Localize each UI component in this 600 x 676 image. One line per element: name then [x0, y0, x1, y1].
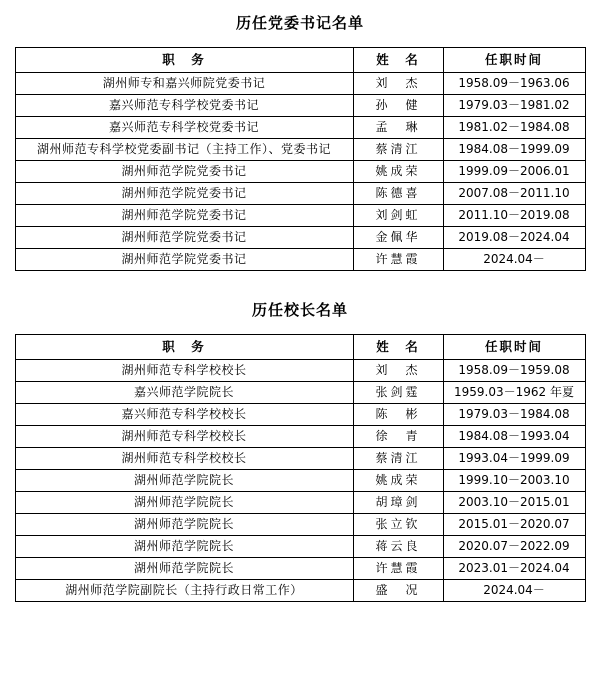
cell-post: 湖州师范学院党委书记: [15, 227, 353, 249]
cell-term: 2007.08－2011.10: [443, 183, 585, 205]
cell-post: 湖州师范学院院长: [15, 558, 353, 580]
column-header-post: 职 务: [15, 48, 353, 73]
cell-post: 湖州师范专科学校党委副书记（主持工作）、党委书记: [15, 139, 353, 161]
cell-name: 许慧霞: [353, 558, 443, 580]
cell-name: 蒋云良: [353, 536, 443, 558]
table-row: [15, 580, 585, 602]
cell-name: 孟 琳: [353, 117, 443, 139]
table-presidents: [15, 334, 586, 602]
table-row: [15, 492, 585, 514]
column-header-name: 姓 名: [353, 48, 443, 73]
cell-term: 1979.03－1981.02: [443, 95, 585, 117]
cell-post: 湖州师范学院院长: [15, 470, 353, 492]
table-header-row: [15, 335, 585, 360]
cell-name: 姚成荣: [353, 161, 443, 183]
cell-term: 2023.01－2024.04: [443, 558, 585, 580]
cell-name: 张剑霆: [353, 382, 443, 404]
cell-term: 1959.03－1962 年夏: [443, 382, 585, 404]
table-row: [15, 183, 585, 205]
cell-name: 金佩华: [353, 227, 443, 249]
cell-post: 嘉兴师范专科学校校长: [15, 404, 353, 426]
cell-post: 湖州师范学院党委书记: [15, 205, 353, 227]
table-row: [15, 382, 585, 404]
cell-post: 湖州师范学院院长: [15, 514, 353, 536]
cell-name: 蔡清江: [353, 139, 443, 161]
cell-post: 嘉兴师范专科学校党委书记: [15, 95, 353, 117]
table-row: [15, 514, 585, 536]
cell-term: 2015.01－2020.07: [443, 514, 585, 536]
column-header-term: 任职时间: [443, 48, 585, 73]
page-title-presidents: 历任校长名单: [251, 301, 348, 319]
table-row: [15, 360, 585, 382]
table-row: [15, 536, 585, 558]
table-row: [15, 249, 585, 271]
cell-name: 姚成荣: [353, 470, 443, 492]
table-row: [15, 205, 585, 227]
cell-post: 湖州师范学院党委书记: [15, 249, 353, 271]
cell-name: 徐 青: [353, 426, 443, 448]
cell-term: 1984.08－1993.04: [443, 426, 585, 448]
cell-term: 1958.09－1959.08: [443, 360, 585, 382]
table-row: [15, 161, 585, 183]
cell-term: 2011.10－2019.08: [443, 205, 585, 227]
cell-post: 湖州师范专科学校校长: [15, 426, 353, 448]
cell-post: 嘉兴师范专科学校党委书记: [15, 117, 353, 139]
table-party-secretaries: [15, 47, 586, 271]
cell-post: 湖州师范学院党委书记: [15, 183, 353, 205]
table-row: [15, 227, 585, 249]
column-header-post: 职 务: [15, 335, 353, 360]
table-row: [15, 426, 585, 448]
cell-post: 湖州师范学院副院长（主持行政日常工作）: [15, 580, 353, 602]
table-row: [15, 470, 585, 492]
cell-name: 刘剑虹: [353, 205, 443, 227]
column-header-name: 姓 名: [353, 335, 443, 360]
cell-term: 1958.09－1963.06: [443, 73, 585, 95]
cell-name: 刘 杰: [353, 73, 443, 95]
cell-name: 许慧霞: [353, 249, 443, 271]
table-header-row: [15, 48, 585, 73]
cell-term: 2024.04－: [443, 249, 585, 271]
cell-term: 1984.08－1999.09: [443, 139, 585, 161]
cell-term: 1999.09－2006.01: [443, 161, 585, 183]
cell-term: 2019.08－2024.04: [443, 227, 585, 249]
cell-name: 孙 健: [353, 95, 443, 117]
table-row: [15, 117, 585, 139]
cell-post: 湖州师范专科学校校长: [15, 360, 353, 382]
cell-term: 1981.02－1984.08: [443, 117, 585, 139]
table-row: [15, 95, 585, 117]
table-row: [15, 404, 585, 426]
cell-name: 张立钦: [353, 514, 443, 536]
cell-term: 2020.07－2022.09: [443, 536, 585, 558]
document-page: [0, 12, 600, 676]
page-title-party-secretaries: 历任党委书记名单: [235, 14, 364, 32]
cell-term: 1993.04－1999.09: [443, 448, 585, 470]
table-row: [15, 558, 585, 580]
cell-post: 湖州师专和嘉兴师院党委书记: [15, 73, 353, 95]
cell-term: 2003.10－2015.01: [443, 492, 585, 514]
cell-name: 陈德喜: [353, 183, 443, 205]
cell-name: 盛 况: [353, 580, 443, 602]
cell-name: 蔡清江: [353, 448, 443, 470]
cell-name: 胡璋剑: [353, 492, 443, 514]
cell-term: 1999.10－2003.10: [443, 470, 585, 492]
table-row: [15, 73, 585, 95]
cell-name: 陈 彬: [353, 404, 443, 426]
table-row: [15, 139, 585, 161]
cell-post: 湖州师范学院院长: [15, 492, 353, 514]
table-row: [15, 448, 585, 470]
cell-term: 2024.04－: [443, 580, 585, 602]
cell-post: 嘉兴师范学院院长: [15, 382, 353, 404]
cell-post: 湖州师范学院党委书记: [15, 161, 353, 183]
cell-term: 1979.03－1984.08: [443, 404, 585, 426]
column-header-term: 任职时间: [443, 335, 585, 360]
cell-post: 湖州师范学院院长: [15, 536, 353, 558]
cell-post: 湖州师范专科学校校长: [15, 448, 353, 470]
cell-name: 刘 杰: [353, 360, 443, 382]
